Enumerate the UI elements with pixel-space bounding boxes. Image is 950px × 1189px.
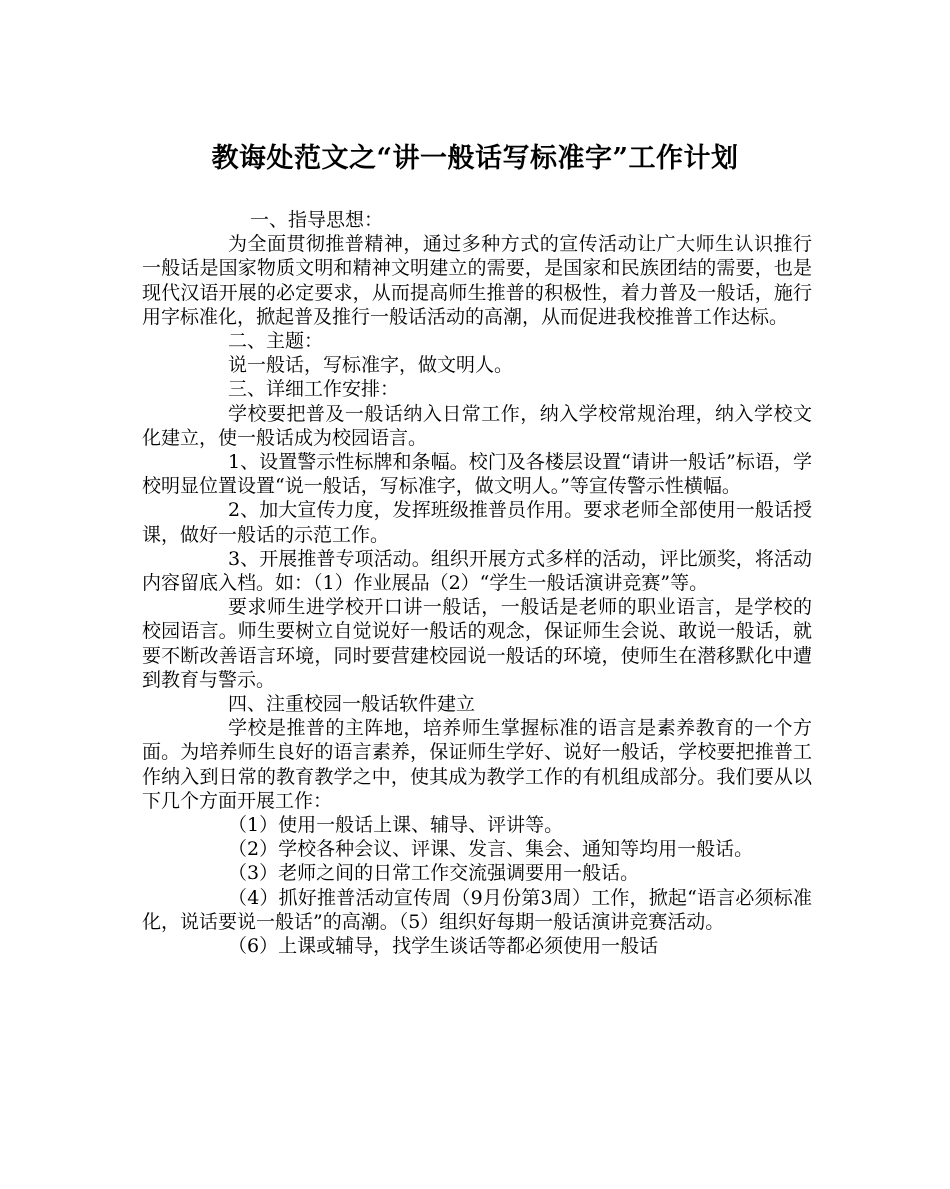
list-item: 3、开展推普专项活动。组织开展方式多样的活动，评比颁奖，将活动内容留底入档。如：（1）作业展品（2）“学生一般话演讲竞赛”等。	[142, 547, 812, 595]
list-item: （4）抓好推普活动宣传周（9月份第3周）工作，掀起“语言必须标准化，说话要说一般话”的高潮。（5）组织好每期一般话演讲竞赛活动。	[142, 886, 812, 933]
list-item: （2）学校各种会议、评课、发言、集会、通知等均用一般话。	[228, 838, 754, 861]
document-title: 教诲处范文之“讲一般话写标准字”工作计划	[211, 143, 739, 174]
section-heading: 三、详细工作安排：	[228, 378, 400, 401]
document-body	[142, 208, 812, 958]
list-item: （6）上课或辅导，找学生谈话等都必须使用一般话	[228, 935, 659, 958]
paragraph: 说一般话，写标准字，做文明人。	[228, 354, 514, 377]
section-heading: 一、指导思想：	[250, 209, 384, 231]
section-heading: 二、主题：	[228, 330, 324, 353]
list-item: 2、加大宣传力度，发挥班级推普员作用。要求老师全部使用一般话授课，做好一般话的示范工作。	[142, 499, 812, 546]
paragraph: 学校要把普及一般话纳入日常工作，纳入学校常规治理，纳入学校文化建立，使一般话成为校园语言。	[142, 402, 812, 449]
section-heading: 四、注重校园一般话软件建立	[228, 693, 476, 716]
paragraph: 要求师生进学校开口讲一般话，一般话是老师的职业语言，是学校的校园语言。师生要树立自觉说好一般话的观念，保证师生会说、敢说一般话，就要不断改善语言环境，同时要营建校园说一般话的环境，使师生在潜移默化中遭到教育与警示。	[142, 596, 812, 691]
list-item: （3）老师之间的日常工作交流强调要用一般话。	[228, 862, 640, 885]
paragraph: 为全面贯彻推普精神，通过多种方式的宣传活动让广大师生认识推行一般话是国家物质文明和精神文明建立的需要，是国家和民族团结的需要，也是现代汉语开展的必定要求，从而提高师生推普的积极性，着力普及一般话，施行用字标准化，掀起普及推行一般话活动的高潮，从而促进我校推普工作达标。	[142, 233, 812, 328]
paragraph: 学校是推普的主阵地，培养师生掌握标准的语言是素养教育的一个方面。为培养师生良好的语言素养，保证师生学好、说好一般话，学校要把推普工作纳入到日常的教育教学之中，使其成为教学工作的有机组成部分。我们要从以下几个方面开展工作：	[142, 717, 812, 812]
list-item: （1）使用一般话上课、辅导、评讲等。	[228, 814, 564, 837]
list-item: 1、设置警示性标牌和条幅。校门及各楼层设置“请讲一般话”标语，学校明显位置设置“说一般话，写标准字，做文明人。”等宣传警示性横幅。	[142, 451, 812, 498]
